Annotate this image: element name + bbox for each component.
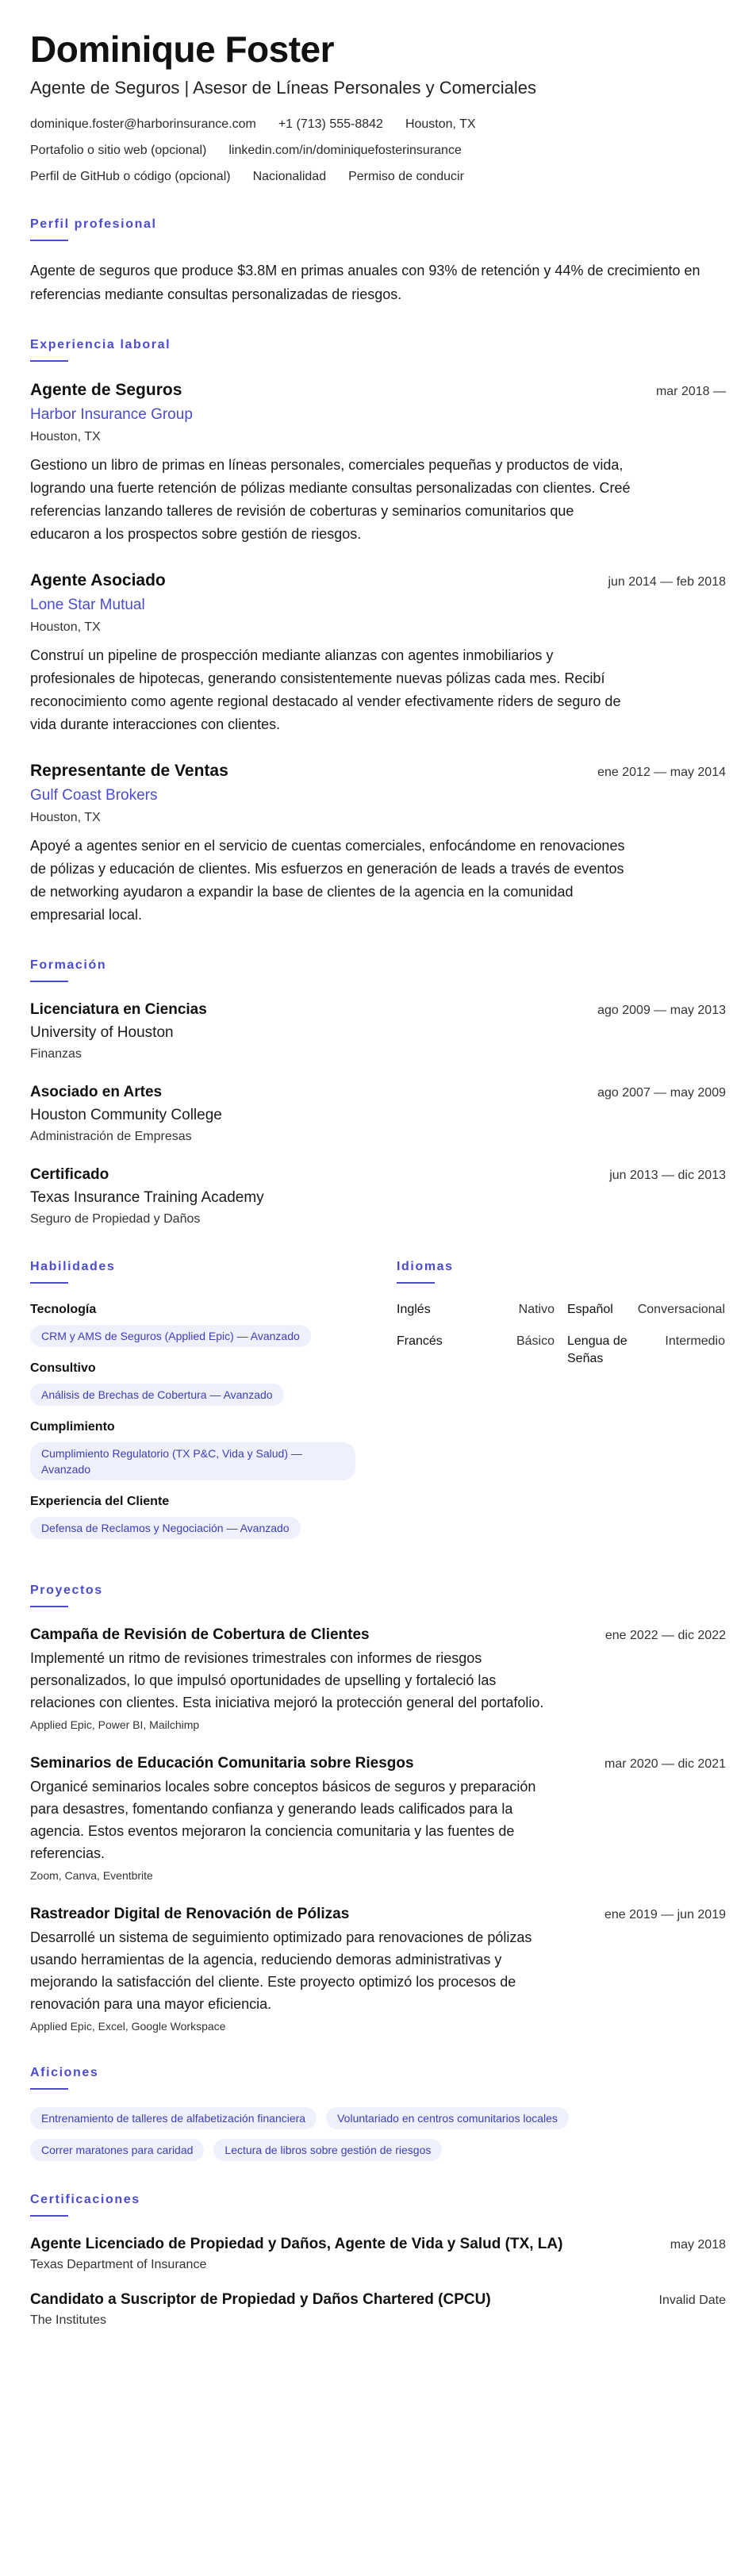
school-name: University of Houston [30, 1024, 174, 1041]
job-location: Houston, TX [30, 430, 101, 443]
email-link[interactable]: dominique.foster@harborinsurance.com [30, 117, 256, 131]
section-divider [30, 240, 68, 241]
hobby-pill: Entrenamiento de talleres de alfabetización financiera [30, 2107, 317, 2129]
skill-category: Cumplimiento [30, 1420, 115, 1434]
certificate-issuer: The Institutes [30, 2313, 107, 2327]
skill-pill: Defensa de Reclamos y Negociación — Avanzado [30, 1517, 301, 1539]
section-title: Perfil profesional [30, 217, 157, 231]
candidate-headline: Agente de Seguros | Asesor de Líneas Personales y Comerciales [30, 78, 536, 98]
certificate-name: Candidato a Suscriptor de Propiedad y Daños Chartered (CPCU) [30, 2291, 491, 2308]
skill-group [30, 1419, 363, 1480]
language-item [561, 1301, 725, 1319]
job-title: Representante de Ventas [30, 762, 228, 780]
hobby-pill: Voluntariado en centros comunitarios locales [326, 2107, 569, 2129]
education-dates: ago 2007 — may 2009 [597, 1086, 726, 1100]
section-title: Formación [30, 958, 107, 972]
skill-pill: Cumplimiento Regulatorio (TX P&C, Vida y Salud) — Avanzado [30, 1442, 355, 1480]
section-divider [30, 360, 68, 362]
study-field: Seguro de Propiedad y Daños [30, 1212, 201, 1226]
education-entry [30, 1000, 726, 1063]
contact-row [30, 116, 726, 133]
certificate-date: may 2018 [670, 2238, 726, 2252]
language-name: Francés [397, 1334, 443, 1348]
section-title: Idiomas [397, 1260, 454, 1273]
summary-text: Agente de seguros que produce $3.8M en primas anuales con 93% de retención y 44% de crecimiento en referencias mediante consultas personalizadas de riesgos. [30, 263, 700, 302]
section-title: Proyectos [30, 1584, 103, 1597]
degree-name: Asociado en Artes [30, 1084, 163, 1100]
certificate-issuer: Texas Department of Insurance [30, 2258, 207, 2271]
location-text: Houston, TX [405, 117, 476, 131]
job-description: Construí un pipeline de prospección mediante alianzas con agentes inmobiliarios y profesionales de hipotecas, generando consistentemente nuevas pólizas cada mes. Recibí reconocimiento como agente regional destacado al vender efectivamente riders de seguro de vida durante interacciones con clientes. [30, 647, 621, 732]
section-divider [397, 1282, 435, 1284]
certificate-entry [30, 2290, 726, 2329]
language-item [397, 1333, 561, 1368]
job-location: Houston, TX [30, 811, 101, 824]
hobby-pill: Lectura de libros sobre gestión de riesgos [213, 2139, 442, 2161]
contact-row [30, 142, 726, 159]
skills-column [30, 1258, 363, 1552]
language-name: Español [567, 1303, 613, 1316]
project-description: Organicé seminarios locales sobre conceptos básicos de seguros y preparación para desastres, fomentando confianza y generando leads calificados para la agencia. Estos eventos mejoraron la conciencia comunitaria y las fuentes de referencias. [30, 1779, 536, 1861]
skill-category: Consultivo [30, 1361, 96, 1375]
education-section [30, 957, 726, 1228]
job-location: Houston, TX [30, 620, 101, 634]
languages-grid [397, 1301, 726, 1382]
project-description: Desarrollé un sistema de seguimiento optimizado para renovaciones de pólizas usando herramientas de la agencia, reduciendo demoras administrativas y mejorando la satisfacción del cliente. Este proyecto optimizó los procesos de renovación para una mayor eficiencia. [30, 1929, 532, 2012]
job-description: Apoyé a agentes senior en el servicio de cuentas comerciales, enfocándome en renovaciones de pólizas y educación de clientes. Mis esfuerzos en generación de leads a través de eventos de networking ayudaron a expandir la base de clientes de la agencia en la comunidad empresarial local. [30, 838, 625, 923]
job-dates: mar 2018 — [655, 385, 726, 398]
linkedin-link[interactable]: linkedin.com/in/dominiquefosterinsurance [228, 144, 462, 157]
section-title: Aficiones [30, 2066, 99, 2079]
section-title: Certificaciones [30, 2193, 140, 2206]
language-level: Nativo [518, 1303, 555, 1316]
language-level: Conversacional [637, 1303, 725, 1316]
education-dates: ago 2009 — may 2013 [597, 1004, 726, 1017]
resume-header [30, 27, 726, 186]
project-dates: ene 2019 — jun 2019 [604, 1908, 726, 1921]
language-name: Inglés [397, 1303, 431, 1316]
degree-name: Certificado [30, 1166, 109, 1183]
company-name: Harbor Insurance Group [30, 406, 193, 423]
section-title: Habilidades [30, 1260, 116, 1273]
skill-pill: CRM y AMS de Seguros (Applied Epic) — Avanzado [30, 1325, 311, 1347]
company-name: Lone Star Mutual [30, 597, 145, 613]
language-level: Básico [516, 1334, 555, 1348]
company-name: Gulf Coast Brokers [30, 787, 158, 804]
job-title: Agente de Seguros [30, 381, 182, 399]
github-link[interactable]: Perfil de GitHub o código (opcional) [30, 170, 231, 183]
project-entry [30, 1625, 726, 1733]
hobbies-section [30, 2064, 726, 2161]
language-item [561, 1333, 725, 1368]
hobbies-list [30, 2107, 633, 2161]
nationality-text: Nacionalidad [252, 170, 327, 183]
job-entry [30, 760, 726, 927]
section-divider [30, 1606, 68, 1607]
language-name: Lengua de Señas [567, 1334, 627, 1365]
project-entry [30, 1753, 726, 1883]
school-name: Houston Community College [30, 1107, 222, 1123]
job-dates: jun 2014 — feb 2018 [608, 575, 726, 589]
study-field: Administración de Empresas [30, 1130, 192, 1143]
education-dates: jun 2013 — dic 2013 [609, 1169, 726, 1182]
project-dates: ene 2022 — dic 2022 [604, 1629, 726, 1642]
section-divider [30, 981, 68, 982]
candidate-name: Dominique Foster [30, 29, 335, 70]
skill-group [30, 1301, 363, 1347]
contact-block [30, 116, 726, 186]
skill-category: Tecnología [30, 1303, 97, 1316]
project-tools: Applied Epic, Excel, Google Workspace [30, 2020, 226, 2033]
section-divider [30, 1282, 68, 1284]
project-entry [30, 1904, 726, 2034]
job-title: Agente Asociado [30, 571, 166, 589]
degree-name: Licenciatura en Ciencias [30, 1001, 207, 1018]
experience-section [30, 336, 726, 927]
job-dates: ene 2012 — may 2014 [597, 766, 726, 779]
section-title: Experiencia laboral [30, 338, 171, 351]
job-entry [30, 379, 726, 546]
project-title: Seminarios de Educación Comunitaria sobre Riesgos [30, 1755, 414, 1772]
certificate-name: Agente Licenciado de Propiedad y Daños, Agente de Vida y Salud (TX, LA) [30, 2236, 563, 2252]
driving-license-text: Permiso de conducir [348, 170, 464, 183]
certificates-section [30, 2191, 726, 2329]
certificate-date: Invalid Date [658, 2294, 726, 2307]
certificate-entry [30, 2234, 726, 2274]
study-field: Finanzas [30, 1047, 82, 1061]
hobby-pill: Correr maratones para caridad [30, 2139, 204, 2161]
language-item [397, 1301, 561, 1319]
job-description: Gestiono un libro de primas en líneas personales, comerciales pequeñas y productos de vida, logrando una fuerte retención de pólizas mediante consultas personalizadas con clientes. Creé referencias lanzando talleres de revisión de coberturas y seminarios comunitarios que educaron a los prospectos sobre gestión de riesgos. [30, 457, 631, 542]
section-divider [30, 2088, 68, 2090]
skill-category: Experiencia del Cliente [30, 1495, 170, 1508]
skill-group [30, 1493, 363, 1539]
projects-section [30, 1582, 726, 2034]
education-entry [30, 1082, 726, 1146]
project-title: Campaña de Revisión de Cobertura de Clientes [30, 1626, 370, 1643]
skills-languages-section [30, 1258, 726, 1552]
summary-section [30, 216, 726, 306]
project-dates: mar 2020 — dic 2021 [604, 1757, 726, 1771]
school-name: Texas Insurance Training Academy [30, 1189, 264, 1206]
project-tools: Applied Epic, Power BI, Mailchimp [30, 1718, 200, 1731]
education-entry [30, 1165, 726, 1228]
contact-row [30, 168, 726, 186]
job-entry [30, 570, 726, 736]
languages-column [397, 1258, 726, 1552]
language-level: Intermedio [665, 1334, 725, 1348]
portfolio-link[interactable]: Portafolio o sitio web (opcional) [30, 144, 207, 157]
phone-link[interactable]: +1 (713) 555-8842 [278, 117, 383, 131]
skill-group [30, 1360, 363, 1406]
project-description: Implementé un ritmo de revisiones trimestrales con informes de riesgos personalizados, lo que impulsó oportunidades de upselling y fortaleció las relaciones con clientes. Esta iniciativa mejoró la protección general del portafolio. [30, 1650, 544, 1710]
project-tools: Zoom, Canva, Eventbrite [30, 1869, 153, 1882]
section-divider [30, 2215, 68, 2217]
project-title: Rastreador Digital de Renovación de Pólizas [30, 1906, 350, 1922]
skill-pill: Análisis de Brechas de Cobertura — Avanzado [30, 1384, 284, 1406]
